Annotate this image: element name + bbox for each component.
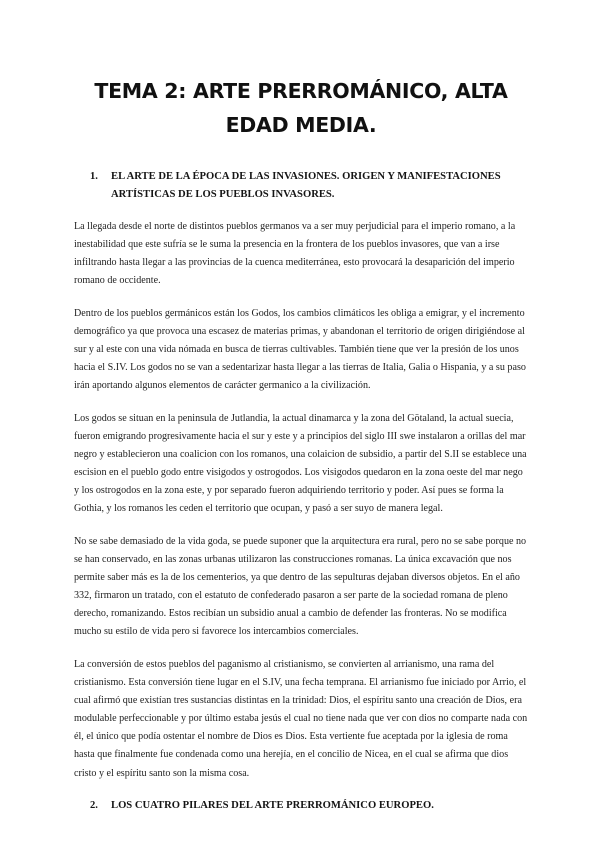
section-number: 1. [90,171,98,182]
paragraph: La conversión de estos pueblos del paganismo al cristianismo, se convierten al arrianismo, una rama del cristianismo. Esta conversión tiene lugar en el S.IV, una fecha temprana. El arrianismo fue iniciado por Arrio, el cual afirmó que existían tres sustancias distintas en la trinidad: Dios, el espíritu santo una creación de Dios, era modulable perfeccionable y por último estaba jesús el cual no tiene nada que ver con dios no comparte nada con él, el único que podía ostentar el nombre de Dios es Dios. Esta vertiente fue aceptada por la iglesia de roma hasta que finalmente fue condenada como una herejía, en el concilio de Nicea, en el cual se afirma que dios cristo y el espíritu santo son la misma cosa. [74,658,528,779]
section-heading-text: EL ARTE DE LA ÉPOCA DE LAS INVASIONES. ORIGEN Y MANIFESTACIONES ARTÍSTICAS DE LOS PUEBLOS INVASORES. [111,171,501,200]
paragraph: Los godos se situan en la peninsula de Jutlandia, la actual dinamarca y la zona del Götaland, la actual suecia, fueron emigrando progresivamente hacia el sur y este y a principios del siglo III swe instalaron a orillas del mar negro y establecieron una coalicion con los romanos, una colaicion de subsidio, a partir del S.II se establece una escision en el pueblo godo entre visigodos y ostrogodos. Los visigodos quedaron en la zona oeste del mar nego y los ostrogodos en la zona este, y por separado fueron adquiriendo territorio y poder. Así pues se forma la Gothia, y los romanos les ceden el territorio que ocupan, y pasó a ser suyo de manera legal. [74,412,527,515]
section-heading-1 [74,168,528,204]
document-title: TEMA 2: ARTE PRERROMÁNICO, ALTA EDAD MEDIA. [94,79,508,137]
section-number: 2. [90,800,98,812]
paragraph: Dentro de los pueblos germánicos están los Godos, los cambios climáticos les obliga a emigrar, y el incremento demográfico ya que provoca una escasez de materias primas, y abandonan el territorio de origen dirigiéndose al sur y al este con una vida nómada en busca de tierras cultivables. También tiene que ver la presión de los unos hacia el S.IV. Los godos no se van a sedentarizar hasta llegar a las tierras de Italia, Galia o Hispania, y a su paso irán aportando algunos elementos de carácter germanico a la civilización. [74,307,526,392]
section-heading-text: LOS CUATRO PILARES DEL ARTE PRERROMÁNICO EUROPEO. [111,800,434,812]
paragraph: No se sabe demasiado de la vida goda, se puede suponer que la arquitectura era rural, pero no se sabe porque no se han conservado, en las zonas urbanas utilizaron las construcciones romanas. La única excavación que nos permite saber más es la de los cementerios, ya que dentro de las sepulturas dejaban diversos objetos. En el año 332, firmaron un tratado, con el estatuto de confederado pasaron a ser parte de la sociedad romana de pleno derecho, romanizando. Estos recibían un subsidio anual a cambio de defender las fronteras. No se modifica mucho su estilo de vida pero si favorece los intercambios comerciales. [74,535,527,638]
paragraph: La llegada desde el norte de distintos pueblos germanos va a ser muy perjudicial para el imperio romano, a la inestabilidad que este sufría se le suma la presencia en la frontera de los pueblos invasores, que van a irse infiltrando hasta llegar a las provincias de la cuenca mediterránea, esto provocará la desaparición del imperio romano de occidente. [74,221,516,287]
section-heading-2 [74,797,528,815]
